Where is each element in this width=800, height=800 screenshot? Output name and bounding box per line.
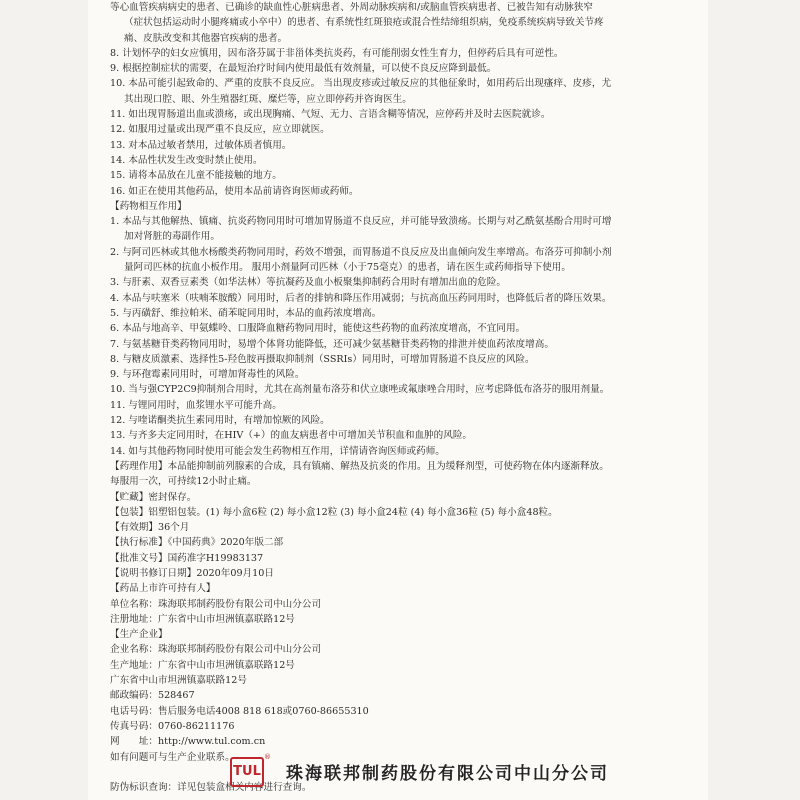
- mah-address-label: 注册地址：: [110, 613, 158, 625]
- validity-text: 36个月: [157, 522, 190, 534]
- approval-label: 【批准文号】: [110, 552, 168, 564]
- interaction-item-5: 5. 与丙磺舒、维拉帕米、硝苯啶同用时，本品的血药浓度增高。: [110, 307, 382, 319]
- caution-continuation-line: （症状包括运动时小腿疼痛或小卒中）的患者、有系统性红斑狼疮或混合性结缔组织病，免疫系统疾病导致关节疼: [124, 17, 604, 29]
- manufacturer-address-label: 生产地址：: [110, 659, 158, 671]
- caution-item-16: 16. 如正在使用其他药品，使用本品前请咨询医师或药师。: [110, 185, 359, 197]
- interaction-item-14: 14. 如与其他药物同时使用可能会发生药物相互作用，详情请咨询医师或药师。: [110, 445, 445, 457]
- interactions-heading: 【药物相互作用】: [110, 200, 187, 212]
- approval-section: [110, 551, 690, 566]
- manufacturer-address-row: [110, 658, 690, 673]
- manufacturer-heading: 【生产企业】: [110, 629, 168, 641]
- caution-item-15: 15. 请将本品放在儿童不能接触的地方。: [110, 170, 282, 182]
- revision-text: 2020年09月10日: [196, 567, 274, 579]
- caution-item-10-cont: 其出现口腔、眼、外生殖器红斑、糜烂等，应立即停药并咨询医生。: [124, 93, 412, 105]
- footer-brand: [230, 753, 630, 791]
- package-label: 【包装】: [110, 506, 149, 518]
- mah-heading: 【药品上市许可持有人】: [110, 583, 216, 595]
- approval-text: 国药准字H19983137: [167, 552, 264, 564]
- interaction-item-2: 2. 与阿司匹林或其他水杨酸类药物同用时，药效不增强，而胃肠道不良反应及出血倾向发生率增高。布洛芬可抑制小剂: [110, 246, 612, 258]
- interaction-item-6: 6. 本品与地高辛、甲氨蝶呤、口服降血糖药物同用时，能使这些药物的血药浓度增高，不宜同用。: [110, 323, 526, 335]
- interaction-item-7: 7. 与氨基糖苷类药物同用时，易增个体肾功能降低，还可减少氨基糖苷类药物的排泄并使血药浓度增高。: [110, 338, 554, 350]
- interaction-item-12: 12. 与喹诺酮类抗生素同用时，有增加惊厥的风险。: [110, 415, 330, 427]
- interaction-item-2-cont: 量阿司匹林的抗血小板作用。 服用小剂量阿司匹林（小于75毫克）的患者，请在医生或药师指导下使用。: [124, 262, 571, 274]
- caution-item-12: 12. 如服用过量或出现严重不良反应，应立即就医。: [110, 124, 330, 136]
- standard-label: 【执行标准】: [110, 537, 168, 549]
- interaction-item-8: 8. 与糖皮质激素、选择性5-羟色胺再摄取抑制剂（SSRIs）同用时，可增加胃肠道不良反应的风险。: [110, 353, 535, 365]
- mah-address-row: [110, 612, 690, 627]
- interaction-item-10: 10. 当与强CYP2C9抑制剂合用时，尤其在高剂量布洛芬和伏立康唑或氟康唑合用时，应考虑降低布洛芬的服用剂量。: [110, 384, 610, 396]
- website-url: http://www.tul.com.cn: [157, 736, 266, 748]
- storage-text: 密封保存。: [148, 491, 197, 503]
- caution-item-14: 14. 本品性状发生改变时禁止使用。: [110, 154, 263, 166]
- pharmacology-text-cont: 每服用一次，可持续12小时止痛。: [110, 476, 257, 488]
- caution-continuation-line: 痛、皮肤改变和其他器官疾病的患者。: [124, 32, 288, 44]
- pharmacology-section: [110, 459, 690, 474]
- caution-item-8: 8. 计划怀孕的妇女应慎用，因布洛芬属于非甾体类抗炎药，有可能削弱女性生育力，但停药后具有可逆性。: [110, 47, 564, 59]
- pharmacology-label: 【药理作用】: [110, 460, 168, 472]
- storage-section: [110, 490, 690, 505]
- manufacturer-zip-row: [110, 688, 690, 703]
- footer-company-name: 珠海联邦制药股份有限公司中山分公司: [286, 764, 609, 784]
- phone-label: 电话号码：: [110, 705, 158, 717]
- registered-mark-icon: ®: [264, 753, 271, 761]
- package-text: 铝塑铝包装。(1) 每小盒6粒 (2) 每小盒12粒 (3) 每小盒24粒 (4) 每小盒36粒 (5) 每小盒48粒。: [148, 506, 558, 518]
- revision-section: [110, 566, 690, 581]
- interaction-item-9: 9. 与环孢霉素同用时，可增加肾毒性的风险。: [110, 369, 305, 381]
- manufacturer-address-row-2: 广东省中山市坦洲镇嘉联路12号: [110, 675, 247, 687]
- caution-continuation-line: 等心血管疾病病史的患者、已确诊的缺血性心脏病患者、外周动脉疾病和/或脑血管疾病患者、已被告知有动脉狭窄: [110, 2, 593, 13]
- mah-address: 广东省中山市坦洲镇嘉联路12号: [157, 613, 295, 625]
- zip-code: 528467: [157, 690, 195, 702]
- interaction-item-1: 1. 本品与其他解热、镇痛、抗炎药物同用时可增加胃肠道不良反应，并可能导致溃疡。长期与对乙酰氨基酚合用时可增: [110, 216, 612, 228]
- mah-name: 珠海联邦制药股份有限公司中山分公司: [157, 598, 322, 610]
- manufacturer-fax-row: [110, 719, 690, 734]
- manufacturer-name-row: [110, 642, 690, 657]
- caution-item-9: 9. 根据控制症状的需要，在最短治疗时间内使用最低有效剂量，可以使不良反应降到最低。: [110, 63, 497, 75]
- mah-name-label: 单位名称：: [110, 598, 158, 610]
- zip-label: 邮政编码：: [110, 690, 158, 702]
- anti-fake-note: 防伪标识查询：详见包装盒相关内容进行查询。: [110, 782, 312, 794]
- leaflet-text-column: [110, 0, 690, 795]
- manufacturer-name-label: 企业名称：: [110, 644, 158, 656]
- standard-text: 《中国药典》2020年版二部: [167, 537, 284, 549]
- mah-name-row: [110, 597, 690, 612]
- storage-label: 【贮藏】: [110, 491, 149, 503]
- contact-note: 如有问题可与生产企业联系。: [110, 751, 235, 763]
- pharmacology-text: 本品能抑制前列腺素的合成，具有镇痛、解热及抗炎的作用。且为缓释剂型，可使药物在体内逐渐释放。: [167, 460, 609, 472]
- validity-section: [110, 520, 690, 535]
- validity-label: 【有效期】: [110, 522, 158, 534]
- interaction-item-4: 4. 本品与呋塞米（呋喃苯胺酸）同用时，后者的排钠和降压作用减弱；与抗高血压药同用时，也降低后者的降压效果。: [110, 292, 612, 304]
- interaction-item-13: 13. 与齐多夫定同用时，在HIV（+）的血友病患者中可增加关节积血和血肿的风险。: [110, 430, 473, 442]
- fax-label: 传真号码：: [110, 720, 158, 732]
- revision-label: 【说明书修订日期】: [110, 567, 197, 579]
- fax-number: 0760-86211176: [157, 720, 235, 732]
- company-logo-icon: TUL: [230, 757, 264, 787]
- interaction-item-1-cont: 加对肾脏的毒副作用。: [124, 231, 220, 243]
- manufacturer-address: 广东省中山市坦洲镇嘉联路12号: [157, 659, 295, 671]
- caution-item-11: 11. 如出现胃肠道出血或溃疡，或出现胸痛、气短、无力、言语含糊等情况，应停药并及时去医院就诊。: [110, 109, 551, 121]
- phone-number: 售后服务电话4008 818 618或0760-86655310: [157, 705, 369, 717]
- package-section: [110, 505, 690, 520]
- caution-item-10: 10. 本品可能引起致命的、严重的皮肤不良反应。 当出现皮疹或过敏反应的其他征象时，如用药后出现瘙痒、皮疹，尤: [110, 78, 612, 90]
- interaction-item-3: 3. 与肝素、双香豆素类（如华法林）等抗凝药及血小板聚集抑制药合用时有增加出血的危险。: [110, 277, 506, 289]
- manufacturer-web-row: [110, 734, 690, 749]
- manufacturer-name: 珠海联邦制药股份有限公司中山分公司: [157, 644, 322, 656]
- interaction-item-11: 11. 与锂同用时，血浆锂水平可能升高。: [110, 399, 282, 411]
- caution-item-13: 13. 对本品过敏者禁用，过敏体质者慎用。: [110, 139, 292, 151]
- standard-section: [110, 535, 690, 550]
- web-label: 网 址：: [110, 736, 158, 748]
- manufacturer-phone-row: [110, 704, 690, 719]
